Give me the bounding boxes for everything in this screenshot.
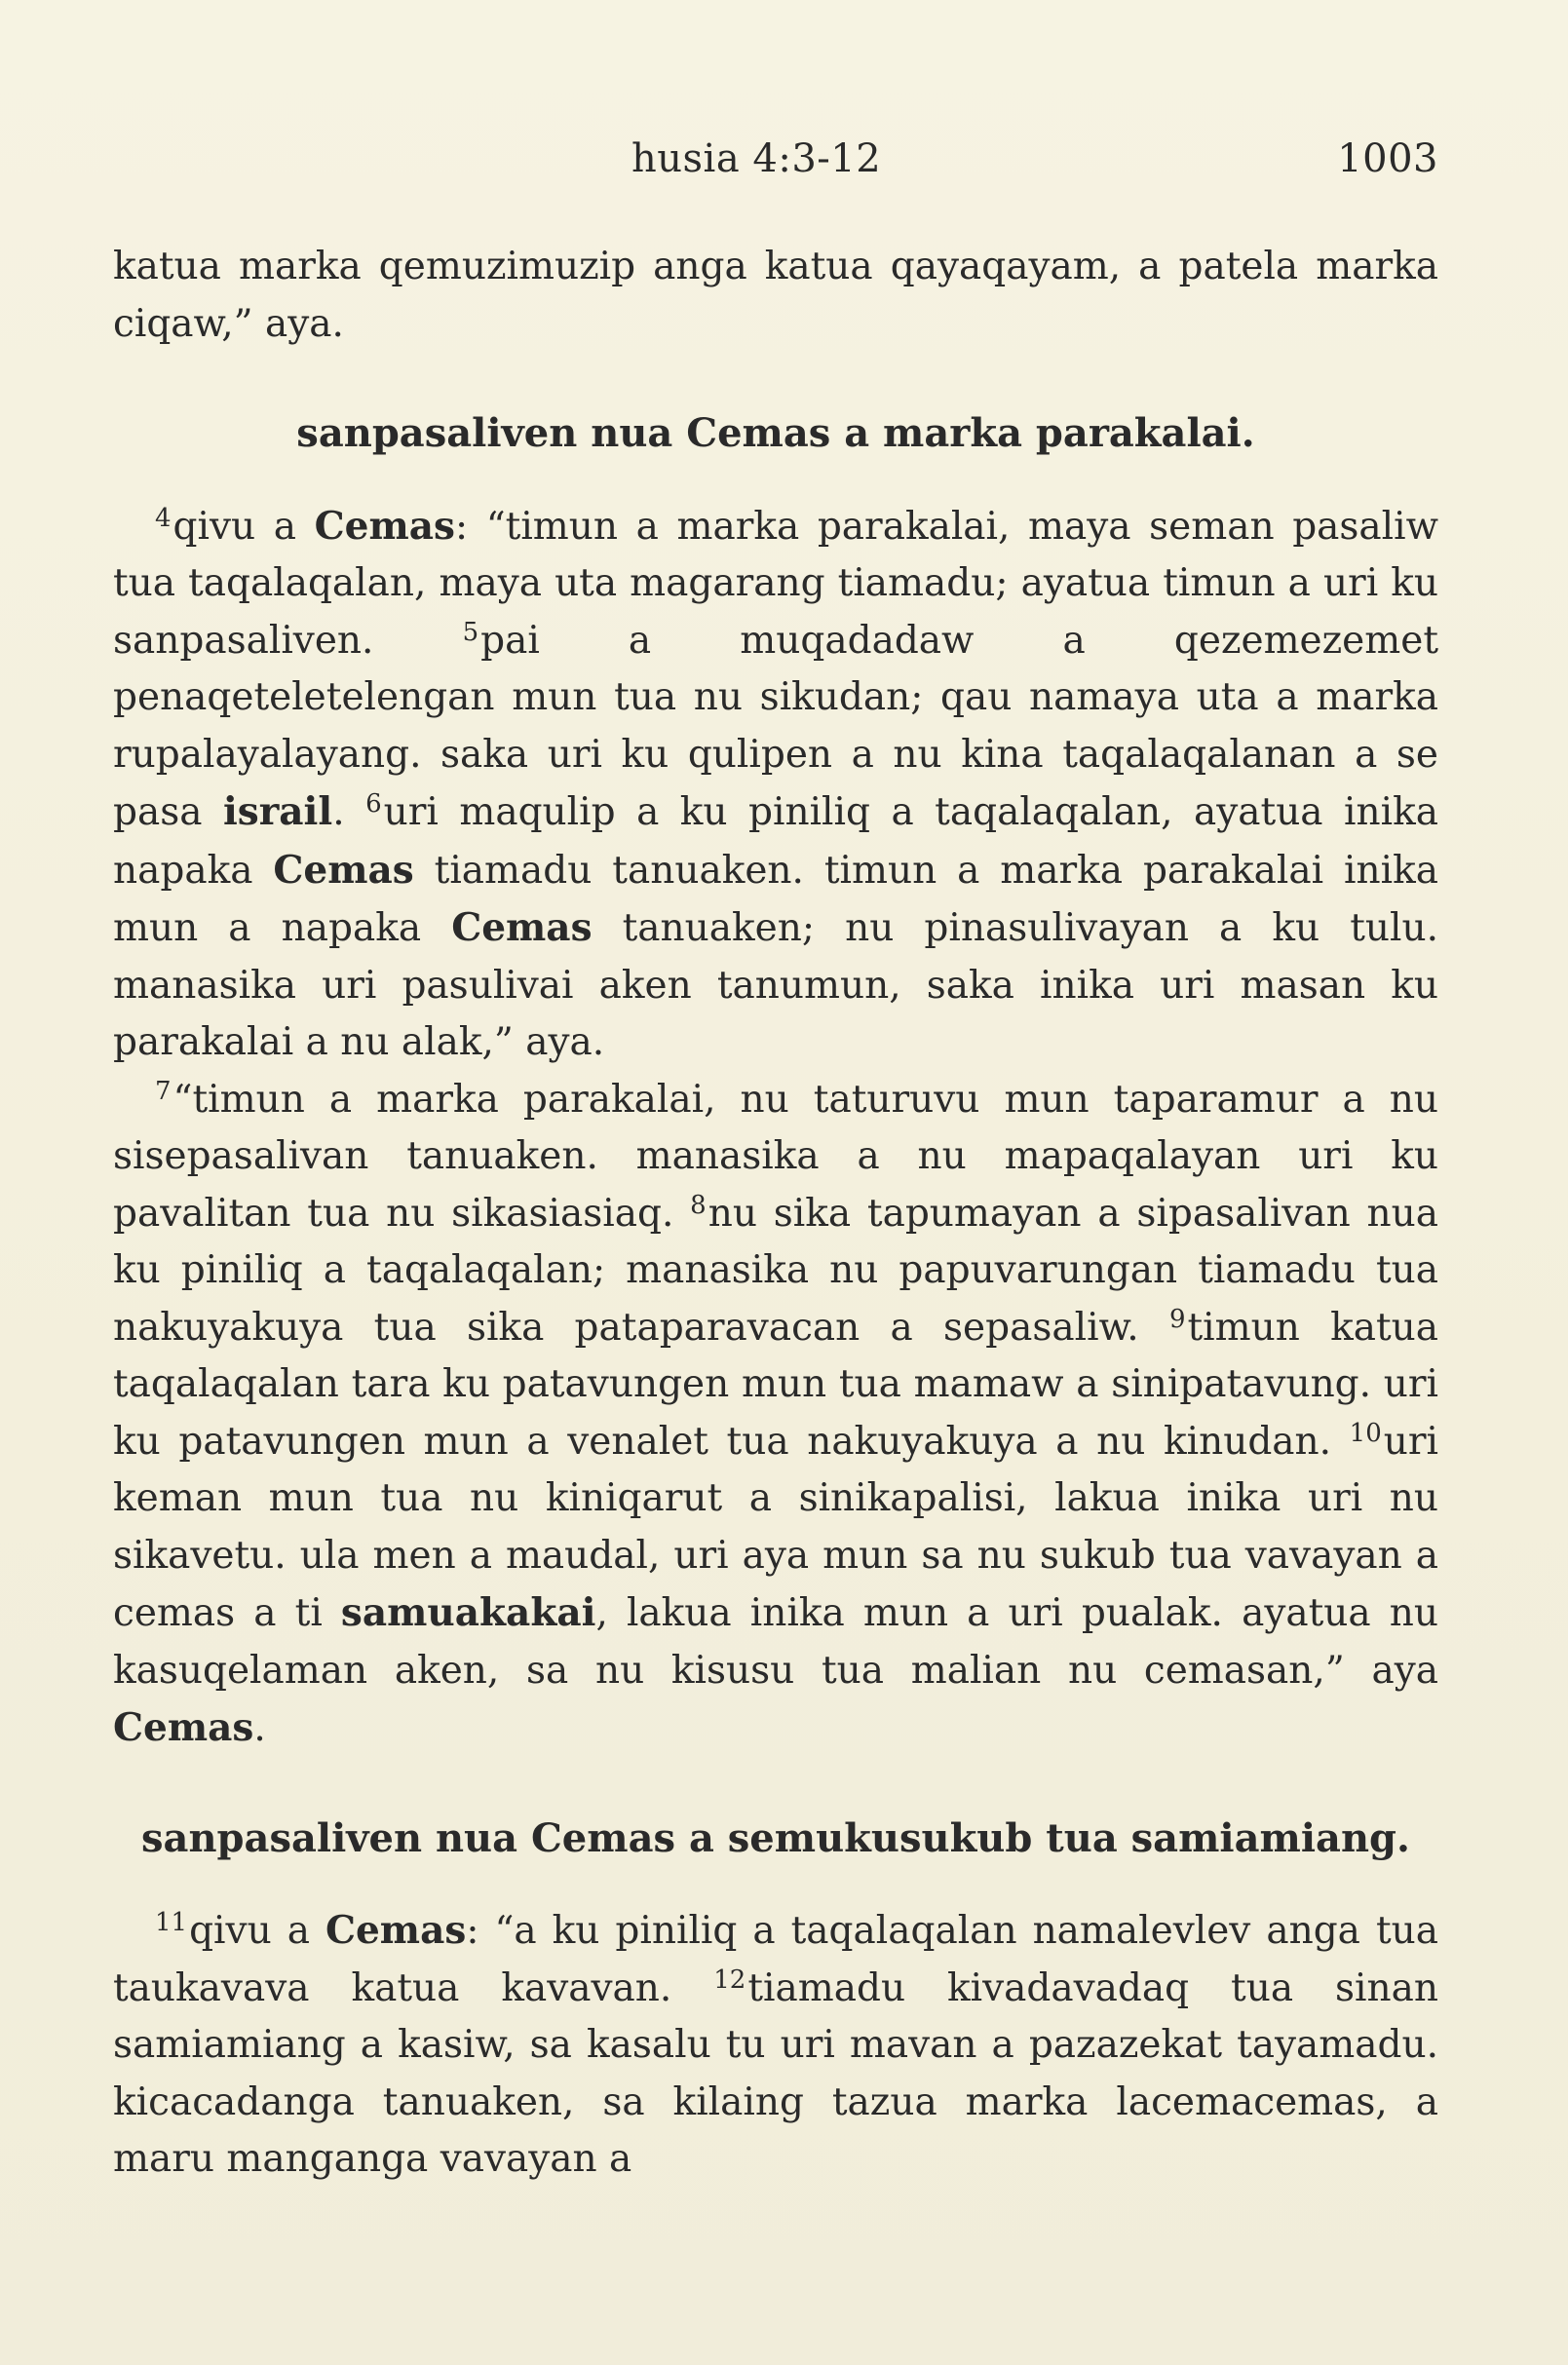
text-run: qivu a xyxy=(189,1909,325,1953)
bold-term: Cemas xyxy=(314,503,455,549)
text-run: . xyxy=(332,790,366,834)
verse-number: 10 xyxy=(1349,1418,1382,1448)
verse-number: 4 xyxy=(155,503,172,533)
bold-term: samuakakai xyxy=(340,1590,596,1635)
bold-term: Cemas xyxy=(273,847,414,893)
section-heading: sanpasaliven nua Cemas a marka parakalai. xyxy=(296,410,1255,456)
verse-number: 7 xyxy=(155,1076,172,1106)
bold-term: Cemas xyxy=(451,905,593,950)
paragraph xyxy=(113,1902,1438,2189)
text-run: , lakua inika mun a uri pualak. ayatua nu kasuqelaman aken, sa nu kisusu tua malian nu cemasan,” aya xyxy=(113,1591,1438,1693)
paragraph xyxy=(113,239,1438,353)
text-run: . xyxy=(253,1706,266,1750)
text-run: tanuaken; nu pinasulivayan a ku tulu. manasika uri pasulivai aken tanumun, saka inika uri masan ku parakalai a nu alak,” aya. xyxy=(113,906,1438,1064)
verse-number: 8 xyxy=(690,1190,707,1220)
text-run: nu sika tapumayan a sipasalivan nua ku piniliq a taqalaqalan; manasika nu papuvarungan tiamadu tua nakuyakuya tua sika pataparavacan a sepasaliw. xyxy=(113,1191,1438,1350)
verse-number: 12 xyxy=(713,1964,746,1995)
verse-number: 5 xyxy=(462,617,479,647)
section-heading: sanpasaliven nua Cemas a semukusukub tua samiamiang. xyxy=(141,1814,1410,1861)
text-run: uri maqulip a ku piniliq a taqalaqalan, ayatua inika napaka xyxy=(113,790,1438,893)
text-run: tiamadu tanuaken. timun a marka parakalai inika mun a napaka xyxy=(113,848,1438,950)
text-run: : “a ku piniliq a taqalaqalan namalevlev anga tua taukavava katua kavavan. xyxy=(113,1909,1438,2010)
text-run: qivu a xyxy=(172,504,315,549)
text-run: “timun a marka parakalai, nu taturuvu mun taparamur a nu sisepasalivan tanuaken. manasika a nu mapaqalayan uri ku pavalitan tua nu sikasiasiaq. xyxy=(113,1077,1438,1236)
page-number: 1003 xyxy=(1337,136,1438,181)
paragraph xyxy=(113,498,1438,1072)
text-run: tiamadu kivadavadaq tua sinan samiamiang a kasiw, sa kasalu tu uri mavan a pazazekat tayamadu. kicacadanga tanuaken, sa kilaing tazua marka lacemacemas, a maru manganga vavayan a xyxy=(113,1965,1438,2181)
verse-number: 11 xyxy=(155,1908,188,1937)
bold-term: Cemas xyxy=(325,1908,467,1953)
text-run: : “timun a marka parakalai, maya seman pasaliw tua taqalaqalan, maya uta magarang tiamadu; ayatua timun a uri ku sanpasaliven. xyxy=(113,504,1439,663)
page-header xyxy=(113,136,1438,191)
text-run: katua marka qemuzimuzip anga katua qayaqayam, a patela marka ciqaw,” aya. xyxy=(113,245,1438,346)
verse-number: 9 xyxy=(1168,1304,1186,1334)
page-body xyxy=(113,239,1438,2189)
bold-term: Cemas xyxy=(113,1705,254,1750)
running-head: husia 4:3-12 xyxy=(631,136,882,181)
text-run: uri keman mun tua nu kiniqarut a sinikapalisi, lakua inika uri nu sikavetu. ula men a maudal, uri aya mun sa nu sukub tua vavayan a cemas a ti xyxy=(113,1419,1438,1635)
bold-term: israil xyxy=(222,789,333,834)
text-run: timun katua taqalaqalan tara ku patavungen mun tua mamaw a sinipatavung. uri ku patavungen mun a venalet tua nakuyakuya a nu kinudan. xyxy=(113,1305,1439,1464)
text-run: pai a muqadadaw a qezemezemet penaqeteletelengan mun tua nu sikudan; qau namaya uta a marka rupalayalayang. saka uri ku qulipen a nu kina taqalaqalanan a se pasa xyxy=(113,618,1438,834)
paragraph xyxy=(113,1072,1438,1758)
verse-number: 6 xyxy=(365,789,382,819)
